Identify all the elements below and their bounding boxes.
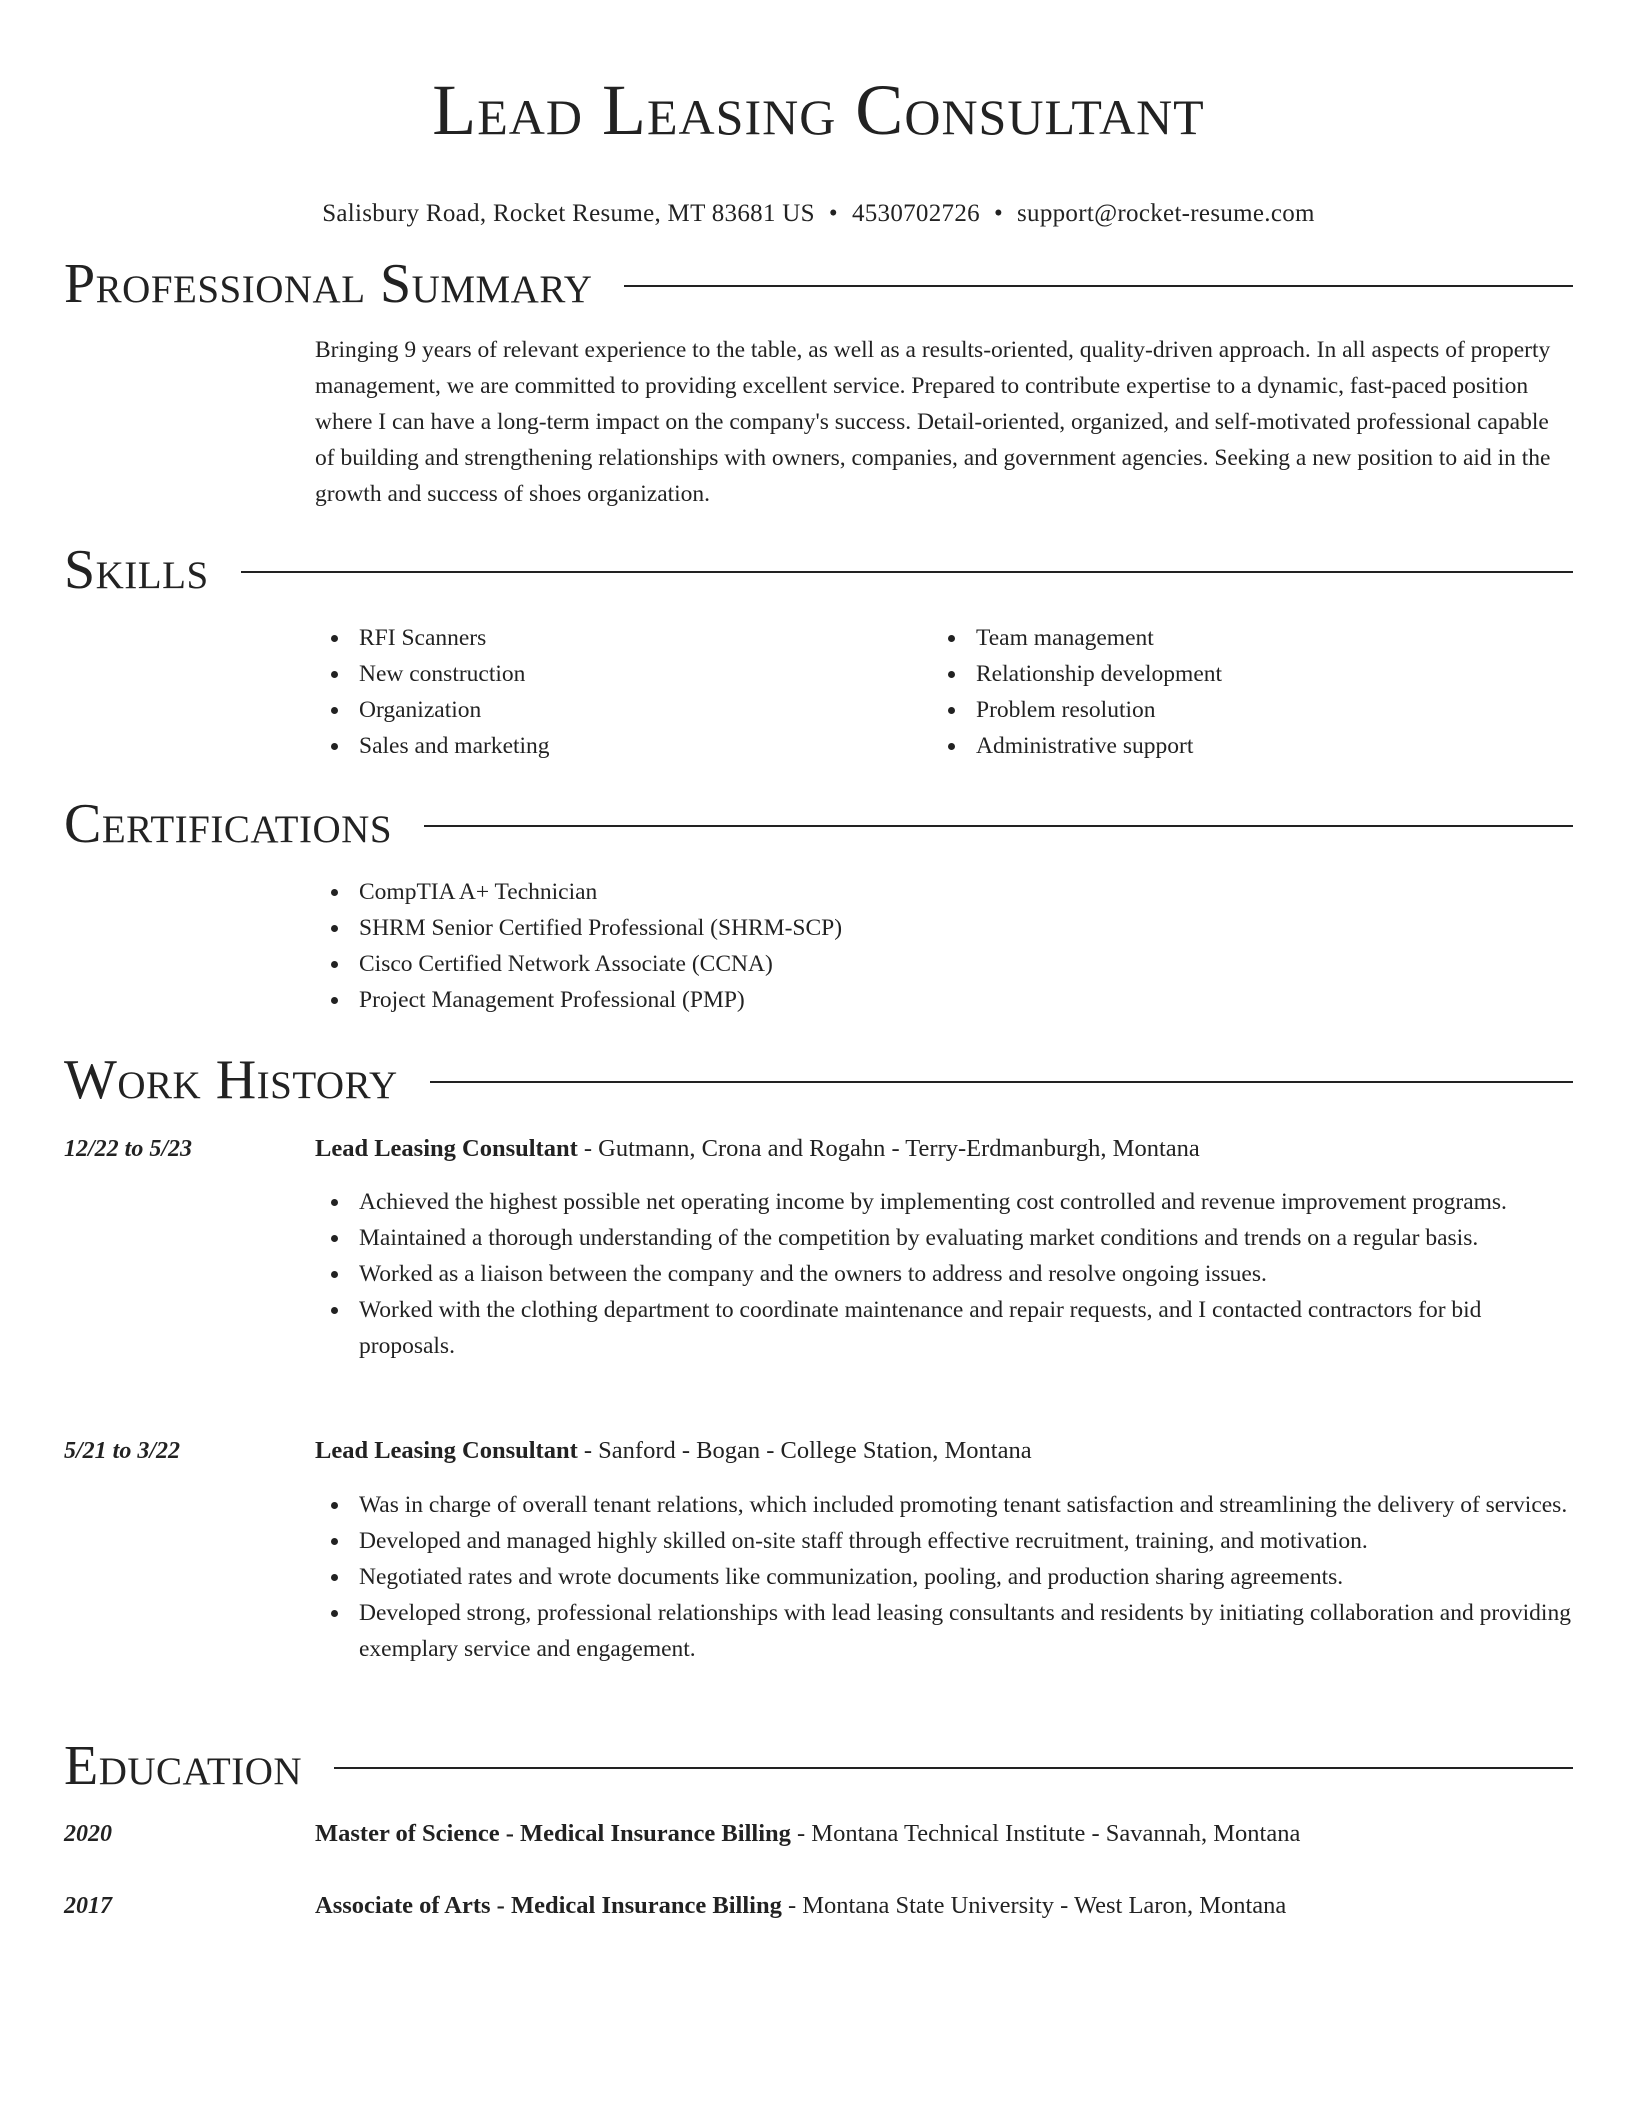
education-year: 2020 xyxy=(64,1821,112,1847)
education-year: 2017 xyxy=(64,1893,112,1919)
skill-item: New construction xyxy=(315,656,915,692)
education-school: - Montana Technical Institute - Savannah, Montana xyxy=(790,1820,1301,1847)
skills-heading: Skills xyxy=(64,539,209,601)
education-degree: Master of Science - Medical Insurance Billing xyxy=(315,1820,791,1847)
section-divider xyxy=(430,1081,1573,1083)
contact-line xyxy=(64,198,1573,230)
certifications-heading: Certifications xyxy=(64,793,393,855)
job-bullet: Developed strong, professional relationships with lead leasing consultants and residents by initiating collaboration and providing exemplary service and engagement. xyxy=(315,1595,1573,1667)
job-bullet: Achieved the highest possible net operating income by implementing cost controlled and revenue improvement programs. xyxy=(315,1184,1573,1220)
job-title: Lead Leasing Consultant xyxy=(315,1135,578,1162)
contact-separator: • xyxy=(993,200,1003,227)
certification-item: CompTIA A+ Technician xyxy=(315,874,1573,910)
skill-item: Problem resolution xyxy=(932,692,1532,728)
certification-item: SHRM Senior Certified Professional (SHRM-SCP) xyxy=(315,910,1573,946)
job-bullets xyxy=(315,1184,1573,1364)
certifications-list xyxy=(315,874,1573,1018)
job-company: - Sanford - Bogan - College Station, Montana xyxy=(577,1437,1032,1464)
job-dates: 5/21 to 3/22 xyxy=(64,1438,181,1464)
job-header xyxy=(315,1131,1573,1167)
skill-item: Relationship development xyxy=(932,656,1532,692)
section-divider xyxy=(334,1767,1573,1769)
job-title: Lead Leasing Consultant xyxy=(315,1437,578,1464)
certification-item: Project Management Professional (PMP) xyxy=(315,982,1573,1018)
skills-right-column xyxy=(932,620,1532,764)
education-entry xyxy=(315,1888,1573,1924)
resume-name: Lead Leasing Consultant xyxy=(432,70,1205,150)
education-school: - Montana State University - West Laron, Montana xyxy=(781,1892,1287,1919)
job-bullet: Developed and managed highly skilled on-site staff through effective recruitment, training, and motivation. xyxy=(315,1523,1573,1559)
job-bullet: Worked with the clothing department to coordinate maintenance and repair requests, and I contacted contractors for bid proposals. xyxy=(315,1292,1573,1364)
education-degree: Associate of Arts - Medical Insurance Billing xyxy=(315,1892,782,1919)
job-bullet: Was in charge of overall tenant relations, which included promoting tenant satisfaction and streamlining the delivery of services. xyxy=(315,1487,1573,1523)
work-section-heading xyxy=(64,1048,1573,1112)
work-heading: Work History xyxy=(64,1049,398,1111)
job-bullet: Negotiated rates and wrote documents like communization, pooling, and production sharing agreements. xyxy=(315,1559,1573,1595)
contact-address: Salisbury Road, Rocket Resume, MT 83681 US xyxy=(322,200,815,227)
certifications-section-heading xyxy=(64,792,1573,856)
resume-page xyxy=(64,0,1573,1919)
summary-heading: Professional Summary xyxy=(64,253,593,315)
skill-item: Team management xyxy=(932,620,1532,656)
contact-phone: 4530702726 xyxy=(851,200,980,227)
job-company: - Gutmann, Crona and Rogahn - Terry-Erdmanburgh, Montana xyxy=(577,1135,1200,1162)
skill-item: RFI Scanners xyxy=(315,620,915,656)
certification-item: Cisco Certified Network Associate (CCNA) xyxy=(315,946,1573,982)
skills-left-column xyxy=(315,620,915,764)
summary-text: Bringing 9 years of relevant experience to the table, as well as a results-oriented, quality-driven approach. In all aspects of property management, we are committed to providing excellent service. Prepared to contribute expertise to a dynamic, fast-paced position where I can have a long-term impact on the company's success. Detail-oriented, organized, and self-motivated professional capable of building and strengthening relationships with owners, companies, and government agencies. Seeking a new position to aid in the growth and success of shoes organization. xyxy=(315,337,1551,507)
job-bullet: Worked as a liaison between the company and the owners to address and resolve ongoing issues. xyxy=(315,1256,1573,1292)
job-dates: 12/22 to 5/23 xyxy=(64,1136,193,1162)
contact-email: support@rocket-resume.com xyxy=(1017,200,1315,227)
job-bullet: Maintained a thorough understanding of the competition by evaluating market conditions and trends on a regular basis. xyxy=(315,1220,1573,1256)
contact-separator: • xyxy=(828,200,838,227)
skill-item: Administrative support xyxy=(932,728,1532,764)
section-divider xyxy=(624,285,1573,287)
section-divider xyxy=(241,571,1573,573)
section-divider xyxy=(424,825,1573,827)
summary-section-heading xyxy=(64,252,1573,316)
education-heading: Education xyxy=(64,1735,303,1797)
job-header xyxy=(315,1433,1573,1469)
education-entry xyxy=(315,1816,1573,1852)
job-bullets xyxy=(315,1487,1573,1667)
skill-item: Organization xyxy=(315,692,915,728)
education-section-heading xyxy=(64,1734,1573,1798)
skill-item: Sales and marketing xyxy=(315,728,915,764)
skills-section-heading xyxy=(64,538,1573,602)
